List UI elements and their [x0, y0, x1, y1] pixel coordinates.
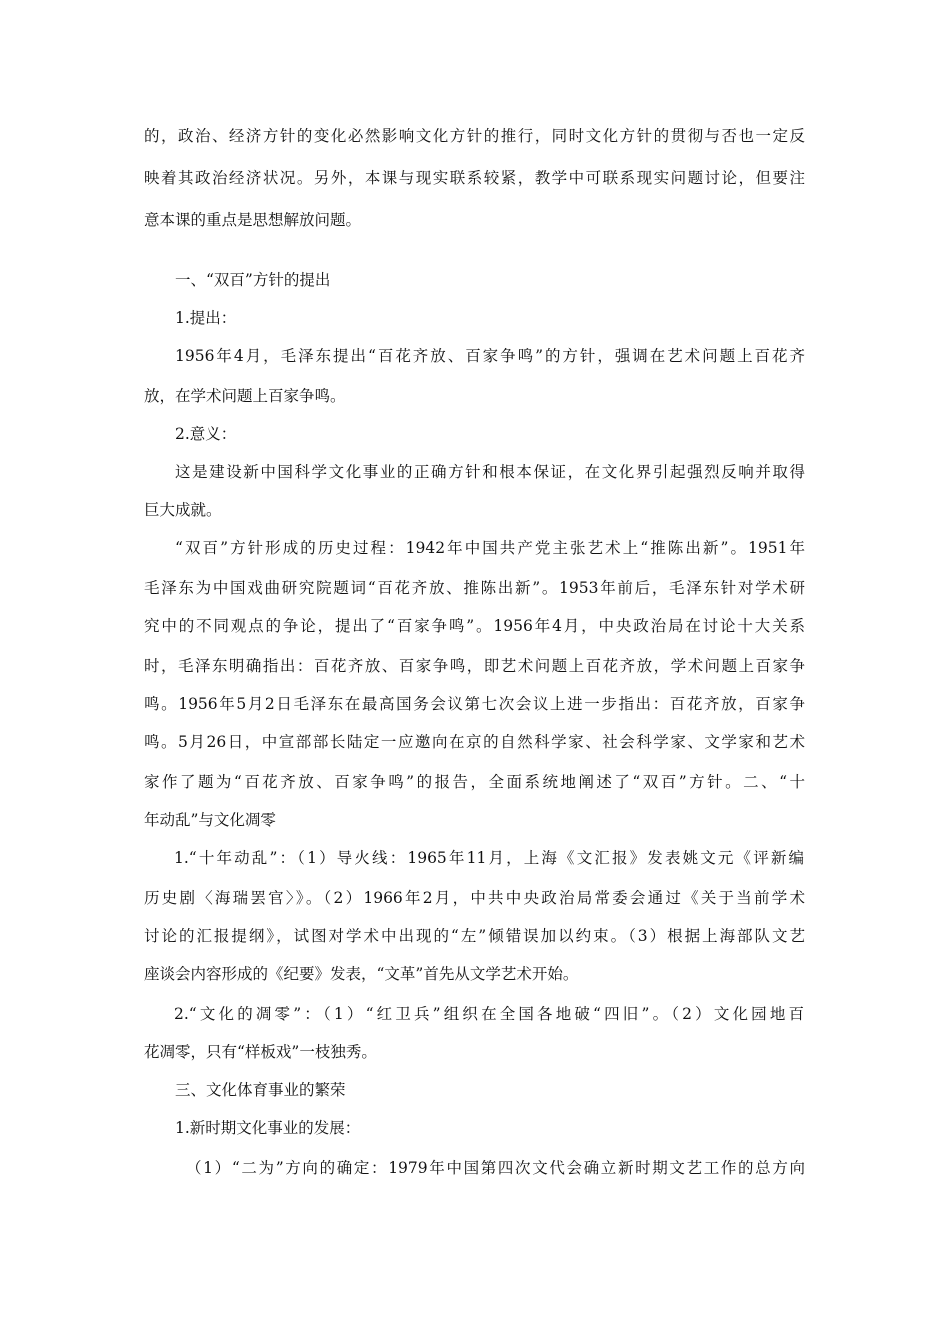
text-line: 1956年4月，毛泽东提出“百花齐放、百家争鸣”的方针，强调在艺术问题上百花齐 — [175, 347, 805, 365]
text-line: 究中的不同观点的争论，提出了“百家争鸣”。1956年4月，中央政治局在讨论十大关系 — [144, 617, 805, 635]
text-line: 讨论的汇报提纲》，试图对学术中出现的“左”倾错误加以约束。（3）根据上海部队文艺 — [144, 927, 805, 945]
text-line: 历史剧〈海瑞罢官〉》。（2）1966年2月，中共中央政治局常委会通过《关于当前学术 — [144, 889, 805, 907]
text-line: 时，毛泽东明确指出：百花齐放、百家争鸣，即艺术问题上百花齐放，学术问题上百家争 — [144, 657, 805, 675]
text-line: 鸣。1956年5月2日毛泽东在最高国务会议第七次会议上进一步指出：百花齐放，百家争 — [144, 695, 805, 713]
text-line: 放，在学术问题上百家争鸣。 — [144, 387, 346, 405]
text-line: 映着其政治经济状况。另外，本课与现实联系较紧，教学中可联系现实问题讨论，但要注 — [144, 169, 805, 187]
text-line: 毛泽东为中国戏曲研究院题词“百花齐放、推陈出新”。1953年前后，毛泽东针对学术研 — [144, 579, 805, 597]
section-heading: 三、文化体育事业的繁荣 — [175, 1081, 346, 1099]
text-line: 这是建设新中国科学文化事业的正确方针和根本保证，在文化界引起强烈反响并取得 — [175, 463, 805, 481]
text-line: 的，政治、经济方针的变化必然影响文化方针的推行，同时文化方针的贯彻与否也一定反 — [144, 127, 805, 145]
text-line: “双百”方针形成的历史过程：1942年中国共产党主张艺术上“推陈出新”。1951年 — [175, 539, 805, 557]
text-line: 座谈会内容形成的《纪要》发表，“文革”首先从文学艺术开始。 — [144, 965, 579, 983]
text-line: 鸣。5月26日，中宣部部长陆定一应邀向在京的自然科学家、社会科学家、文学家和艺术 — [144, 733, 805, 751]
section-heading: 年动乱”与文化凋零 — [144, 811, 276, 829]
text-line: 1.“十年动乱”：（1）导火线：1965年11月，上海《文汇报》发表姚文元《评新编 — [174, 849, 804, 867]
text-line: 巨大成就。 — [144, 501, 222, 519]
text-line: 花凋零，只有“样板戏”一枝独秀。 — [144, 1043, 377, 1061]
text-line: 意本课的重点是思想解放问题。 — [144, 211, 362, 229]
text-line: （1）“二为”方向的确定：1979年中国第四次文代会确立新时期文艺工作的总方向 — [186, 1159, 805, 1177]
subsection-heading: 1.新时期文化事业的发展： — [175, 1119, 361, 1137]
subsection-heading: 2.意义： — [175, 425, 237, 443]
section-heading: 一、“双百”方针的提出 — [175, 271, 331, 289]
text-line: 2.“文化的凋零”：（1）“红卫兵”组织在全国各地破“四旧”。（2）文化园地百 — [174, 1005, 804, 1023]
subsection-heading: 1.提出： — [175, 309, 237, 327]
text-line: 家作了题为“百花齐放、百家争鸣”的报告，全面系统地阐述了“双百”方针。二、“十 — [144, 773, 805, 791]
